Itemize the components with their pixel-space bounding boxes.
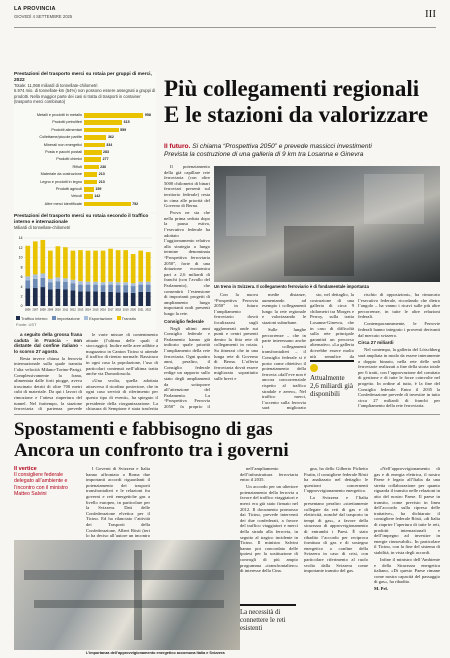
- paragraph: a seguito della grossa frana caduta in Francia - non distante dal confine italiano - lo scorso 27 agosto.: [14, 332, 82, 354]
- chart-1-subtitle: Totale: 11,068 miliardi di tonnellate-chilometri 5.974 mio. di tonnellate-km (54%) non possono essere assegnati a gruppi di prodotti. Nella maggior parte dei casi si tratta di trasporti in container (trasporto merci combinato): [14, 83, 156, 104]
- article-2-box: [14, 466, 80, 498]
- stacked-bar-segment: [63, 282, 68, 290]
- stacked-bar-segment: [146, 282, 151, 285]
- section-divider: [14, 414, 440, 415]
- bar: [84, 157, 101, 162]
- legend-swatch-interno: [16, 316, 20, 320]
- stacked-bar-segment: [108, 292, 113, 306]
- paragraph: nell’ampliamento dell’infrastruttura ferroviaria entro il 2035.: [240, 466, 298, 483]
- stacked-bar-segment: [33, 279, 38, 288]
- left-block-col-a: [14, 332, 82, 412]
- y-tick-label: 2: [20, 294, 23, 299]
- bar-value: 277: [102, 157, 109, 162]
- paragraph: «Nell’approvvigionamento di gas e di energia elettrica, il nostro Paese è legato all’Italia da una stretta collaborazione per quanto riguarda il transito nelle relazioni in atto del nostro Paese. Il paese in transito, come previsto in linea dell’accordo sulla ripresa delle trattative», ha dichiarato il consigliere federale Rösti, «di Italia di riaprire l’apertura di tutte le reti, prodotti internazionali e dell’impegno ad investire in energie rinnovabili». In particolare il Ticino, con la fine del sistema di stabilità, in vista degli accordi.: [374, 466, 440, 555]
- legend-swatch-import: [52, 316, 56, 320]
- x-tick-label: 2011: [62, 308, 69, 312]
- stacked-bar-segment: [78, 291, 83, 306]
- stacked-bar-segment: [48, 251, 53, 279]
- stacked-bar-segment: [25, 276, 30, 280]
- bar-label: Prodotti petroliferi: [52, 120, 82, 125]
- bar: [84, 143, 105, 148]
- stacked-bar-segment: [146, 292, 151, 306]
- callout-icon: [310, 364, 318, 372]
- bar-label: Legno e prodotti in legno: [40, 179, 82, 184]
- paragraph: Contemporaneamente, le Ferrovie federali hanno integrato i proventi derivanti dal mercato svizzero.: [358, 321, 440, 338]
- bar: [84, 120, 122, 125]
- y-tick-label: 10: [18, 255, 23, 260]
- x-tick-label: 2010: [54, 308, 61, 312]
- subheading: Circa 27 miliardi: [358, 340, 394, 346]
- stacked-bar-segment: [101, 251, 106, 283]
- stacked-bar-segment: [56, 289, 61, 306]
- stacked-bar-segment: [33, 241, 38, 274]
- stacked-bar-segment: [78, 281, 83, 284]
- bar-label: Prodotti chimici: [56, 157, 82, 162]
- stacked-bar-segment: [48, 282, 53, 289]
- stacked-bar-segment: [78, 250, 83, 281]
- stacked-bar-segment: [25, 289, 30, 306]
- bar-value: 752: [132, 201, 139, 206]
- article-2-headline-2: Ancora un confronto tra i governi: [14, 440, 289, 461]
- stacked-bar-segment: [40, 240, 45, 274]
- stacked-bar-segment: [116, 282, 121, 285]
- callout-text: Attualmente 2,6 miliardi già disponibili: [310, 374, 353, 398]
- article-1-kicker: Il futuro.: [164, 143, 191, 150]
- stacked-bar-segment: [108, 249, 113, 282]
- paragraph: Sulle lunghe percorrenze – che in parte interessano anche i collegamenti transfrontalieri – il Consiglio federale si è posto come obiettivo il potenziamento della ferrovia «dall’eve non è ancora concorrenziale rispetto al traffico stradale e aereo». Nel traffico merci, l’accento sulla ferrovia sarà migliorato: [262, 327, 306, 410]
- y-tick-label: 4: [20, 284, 23, 289]
- y-tick-label: 8: [20, 265, 23, 270]
- bar-value: 213: [98, 172, 105, 177]
- stacked-bar-segment: [138, 251, 143, 282]
- paragraph: Nel contempo, la galleria del Lötschberg sarà ampliata in modo da essere interamente a doppio binario, nella rete delle sedi ferroviarie realizzati a fine della storia totale per 6 tratti, con l’approvazione del comitato di gestione e di tutte le forze coinvolte nel progetto. In ordine al tutto, è la fine del Consiglio federale. Entro il 2035 la Confederazione prevede di investire in tutto circa 27 miliardi di franchi per l’ampliamento della rete ferroviaria.: [358, 347, 440, 409]
- bar-value: 559: [120, 127, 127, 132]
- bar-row: [14, 186, 164, 192]
- x-tick-label: 2021: [137, 308, 144, 312]
- stacked-bar-segment: [25, 246, 30, 277]
- article-1-headline-1: Più collegamenti regionali: [164, 76, 420, 101]
- x-tick-label: 2009: [47, 308, 54, 312]
- stacked-bar-segment: [123, 285, 128, 292]
- y-tick-label: 14: [18, 236, 23, 241]
- legend-swatch-transito: [117, 316, 121, 320]
- paragraph: rischio di opposizioni», ha rimarcato l’esecutivo federale, ricordando che dietro l’angolo – ha vanno i ricavi sulle più altre percorrenze, in tutte le altre relazioni federali.: [358, 292, 440, 320]
- bar-label: Materiale da costruzione: [40, 172, 82, 177]
- article-1-col-4: [310, 292, 354, 358]
- bar-row: [14, 171, 164, 177]
- article-2-col-3: [304, 466, 368, 650]
- stacked-bar-segment: [86, 282, 91, 285]
- bar: [84, 180, 97, 185]
- paragraph: «Una svolta, quella adottata attraverso il riordino posteriore, che in ogni caso servirà di riferimento per questo tipo di eventi», ha spiegato il presidente della riorganizzazione. La chiusura di Sempione è stata trasferita: [86, 378, 158, 412]
- newspaper-name: LA PROVINCIA: [14, 6, 56, 12]
- x-tick-label: 2006: [24, 308, 31, 312]
- bar-label: Prodotti agricoli: [55, 187, 82, 191]
- bar-value: 236: [100, 164, 107, 169]
- box-title: Il vertice: [14, 466, 37, 472]
- stacked-bar-segment: [146, 285, 151, 292]
- stacked-bar-segment: [123, 250, 128, 282]
- stacked-bar-segment: [40, 273, 45, 277]
- photo-2-caption: L’importanza dell’approvvigionamento energetico accomuna Italia e Svizzera: [86, 651, 225, 655]
- stacked-bar-segment: [123, 282, 128, 285]
- bar-row: [14, 201, 164, 207]
- chart-2-source: Fonte: UST: [16, 322, 37, 327]
- x-tick-label: 2013: [77, 308, 84, 312]
- bar-row: [14, 142, 164, 148]
- article-1-col-5: [358, 292, 440, 410]
- stacked-bar-segment: [146, 252, 151, 282]
- stacked-bar-segment: [48, 289, 53, 306]
- issue-date: GIOVEDÌ 4 SETTEMBRE 2025: [14, 14, 73, 19]
- chart-2-subtitle: Miliardi di tonnellate-chilometri: [14, 225, 71, 231]
- article-1-col-3: [262, 292, 306, 410]
- photo-seat: [284, 226, 354, 276]
- bar-row: [14, 112, 164, 118]
- article-2-callout: [240, 604, 296, 633]
- bar: [84, 194, 93, 199]
- deck-text-1: Si chiama “Prospettiva 2050” e prevede massicci investimenti: [192, 143, 372, 150]
- chart-1-title: Prestazioni del trasporto merci su rotaia per gruppi di merci, 2022: [14, 72, 152, 83]
- x-tick-label: 2012: [70, 308, 76, 312]
- stacked-bar-segment: [71, 283, 76, 290]
- stacked-bar-segment: [33, 288, 38, 306]
- stacked-bar-segment: [138, 292, 143, 306]
- paragraph: La Svizzera e l’Italia presentano peraltro «strettamente collegate da reti di gas e di elettricità, nonché dal trasporto in tempi di gas», a favore della sicurezza di approvvigionamento di entrambi i Paesi. È stato ribadito l’accordo per reciproca fornitura di gas e di sostegno energetico a confine della Svizzera in caso di crisi, con particolare riferimento al ruolo svolto dalla Svizzera come importante transito del gas.: [304, 495, 368, 574]
- x-tick-label: 2017: [107, 308, 114, 312]
- stacked-bar-segment: [93, 282, 98, 285]
- bar-row: [14, 127, 164, 133]
- paragraph: Infine il ministro dell’Ambiente e della Sicurezza energetica italiano, «Di questo Paese rimane come nostra capacità del passaggio di gas», ha ribadito.: [374, 557, 440, 585]
- stacked-bar-segment: [123, 292, 128, 306]
- bar-row: [14, 164, 164, 170]
- paragraph: Con la nuova “Prospettiva Ferrovia 2050” in futuro l’ampliamento ferroviario dovrà focalizzarsi sugli agglomerati onde sui punti e centri presenti dentro la fitta rete di collegamenti in rotaia. Su itinerari che in una lunga rete di Governo di Berna. L’offerta ferroviaria dovrà essere migliorata soprattutto sulle brevi e: [214, 292, 258, 381]
- bar-row: [14, 193, 164, 199]
- y-tick-label: 6: [20, 275, 23, 280]
- legend-export: Esportazione: [89, 316, 113, 321]
- box-text: Il consigliere federale delegato all’ambiente e l’incontro con il ministro Matteo Salvini: [14, 472, 68, 498]
- stacked-bar-segment: [71, 290, 76, 306]
- x-tick-label: 2007: [32, 308, 39, 312]
- bar-value: 159: [95, 187, 102, 191]
- stacked-bar-segment: [86, 251, 91, 282]
- article-2-col-4: [374, 466, 440, 650]
- chart-1-bars: [14, 112, 156, 212]
- bar-row: [14, 179, 164, 185]
- stacked-bar-segment: [116, 250, 121, 282]
- stacked-bar-segment: [116, 285, 121, 292]
- stacked-bar-segment: [56, 277, 61, 281]
- stacked-bar-segment: [40, 278, 45, 287]
- bar-value: 958: [144, 113, 151, 117]
- paragraph: I Governi di Svizzera e Italia hanno affrontato a Roma due importanti accordi riguardanti il potenziamento dei trasporti transfrontalieri e le relazioni fra governi e reti energetiche gas a livello europeo, in particolare per la Svizzera. Dati delle Confederazione elvetica per il Ticino. Ed ha rilanciato l’attività dei Trasporti della Confederazione, Albert Rösti (ieri lo ha deciso all’autore un incontro: [86, 466, 150, 539]
- stacked-bar-segment: [25, 280, 30, 288]
- bar-label: Posta e pacchi postali: [45, 150, 82, 154]
- stacked-bar-segment: [131, 286, 136, 293]
- left-block-col-b: [86, 332, 158, 412]
- page-number: III: [425, 8, 436, 20]
- legend-swatch-export: [84, 316, 88, 320]
- callout-box: [310, 360, 354, 408]
- stacked-bar-segment: [56, 246, 61, 277]
- legend-import: Importazione: [56, 316, 80, 321]
- stacked-bar-segment: [93, 251, 98, 282]
- deck-line-2: Prevista la costruzione di una galleria di 9 km tra Losanna e Ginevra: [164, 151, 364, 158]
- article-1-col-1: [164, 164, 210, 410]
- chart-domestic-international: [14, 214, 156, 330]
- bar-label: Altre merci identificate: [44, 201, 82, 206]
- bar-label: Prodotti alimentari: [51, 127, 82, 132]
- stacked-bar-segment: [138, 282, 143, 285]
- train-interior-photo: [214, 166, 440, 282]
- paragraph: gna, ha dello Gilberto Pichetto Fratin, il consigliere federale Rösti ha analizzato nel dettaglio le questioni concernenti l’approvvigionamento energetico.: [304, 466, 368, 494]
- x-tick-label: 2014: [85, 308, 91, 312]
- chart-2-title: Prestazioni del trasporto merci su rotaia secondo il traffico interno e internazionale: [14, 214, 149, 225]
- paragraph: Il potenziamento della già capillare rete ferroviaria (con oltre 5000 chilometri di binari ferroviari presenti sul territorio federale) resta in cima alle priorità del Governo di Berna.: [164, 164, 210, 209]
- stacked-bar-segment: [131, 254, 136, 283]
- stacked-bar-segment: [33, 274, 38, 278]
- paragraph: Negli ultimi anni Consiglio federale e Parlamento hanno già indicato quale priorità l’ampliamento della rete ferroviaria. Ogni quattro anni, peraltro, il Consiglio federale redige un rapporto sullo stato degli ampliamenti da sottoporre all’attenzione del Parlamento. La “Prospettiva Ferrovia 2050” fa proprio il: [164, 325, 210, 409]
- stacked-bar-segment: [101, 282, 106, 285]
- stacked-bar-segment: [56, 281, 61, 289]
- bar-value: 142: [94, 194, 101, 199]
- bar-row: [14, 149, 164, 155]
- bar-label: Veicoli: [71, 194, 82, 199]
- x-tick-label: 2016: [100, 308, 106, 312]
- chart-goods-groups: [14, 72, 156, 212]
- bar-value: 283: [103, 150, 110, 154]
- stacked-bar-segment: [71, 251, 76, 280]
- bar: [84, 187, 94, 192]
- x-tick-label: 2008: [39, 308, 46, 312]
- x-tick-label: 2015: [92, 308, 99, 312]
- x-tick-label: 2020: [130, 308, 137, 312]
- article-1-deck: [164, 143, 444, 159]
- x-tick-label: 2022: [145, 308, 152, 312]
- stacked-bar-segment: [108, 285, 113, 292]
- photo-pipe: [24, 570, 224, 580]
- stacked-bar-segment: [131, 293, 136, 306]
- stacked-bar-segment: [78, 285, 83, 292]
- bar-value: 213: [98, 179, 105, 184]
- bar: [84, 113, 143, 118]
- stacked-bar-segment: [108, 282, 113, 285]
- bar-label: Metalli e prodotti in metallo: [36, 113, 82, 117]
- masthead: [14, 6, 436, 28]
- chart-2-plot: [14, 232, 156, 316]
- stacked-bar-segment: [71, 280, 76, 283]
- bar-label: Rifiuti: [72, 164, 82, 169]
- gas-pipes-photo: [14, 540, 240, 650]
- stacked-bar-segment: [86, 291, 91, 306]
- signature: M. Pel.: [374, 586, 388, 592]
- y-tick-label: 0: [20, 304, 23, 309]
- bar: [84, 165, 99, 170]
- y-tick-label: 12: [18, 245, 23, 250]
- bar-label: Minerali non energetici: [43, 142, 82, 147]
- bar: [84, 202, 131, 207]
- stacked-bar-segment: [138, 285, 143, 292]
- bar-value: 362: [107, 135, 114, 140]
- article-2-col-2: [240, 466, 298, 606]
- paragraph: Resta invece chiusa la ferrovia internazionale sulla quale transita l’alta velocità Milano-Torino-Parigi. Complessivamente la frana, alimentata dalle forti piogge, aveva trascinato detriti di oltre 700 metri cubi di materiale. Da qui i lavori di rimozione e l’attesa riapertura del tunnel. Nel frattempo, la stazione ferroviaria di partenza prevede: [14, 355, 82, 412]
- stacked-bar-segment: [93, 291, 98, 306]
- x-tick-label: 2019: [122, 308, 129, 312]
- subheading: Consiglio federale: [164, 318, 204, 324]
- stacked-bar-segment: [63, 278, 68, 281]
- stacked-bar-segment: [101, 292, 106, 306]
- bar-row: [14, 156, 164, 162]
- photo-window: [226, 176, 266, 236]
- deck-line-1: [164, 143, 444, 151]
- stacked-bar-segment: [116, 292, 121, 306]
- photo-window: [364, 174, 424, 224]
- stacked-bar-segment: [93, 285, 98, 292]
- stacked-bar-segment: [63, 247, 68, 278]
- article-2-headline-1: Spostamenti e fabbisogno di gas: [14, 419, 273, 440]
- bar-value: 334: [106, 142, 113, 147]
- photo-pipe: [34, 600, 224, 608]
- legend-transito: Transito: [121, 316, 136, 321]
- bar: [84, 172, 97, 177]
- bar-row: [14, 134, 164, 140]
- stacked-bar-segment: [40, 287, 45, 306]
- photo-pipe: [134, 550, 142, 640]
- x-tick-label: 2018: [115, 308, 122, 312]
- bar: [84, 128, 119, 133]
- photo-1-caption: Un treno in Svizzera. Il collegamento ferroviario è di fondamentale importanza: [214, 284, 369, 289]
- stacked-bar-segment: [63, 289, 68, 306]
- stacked-bar-segment: [101, 285, 106, 292]
- article-1-col-2b: [214, 292, 258, 410]
- chart-2-legend: [16, 316, 156, 321]
- callout-2-text: La necessità di connettere le reti esistenti: [240, 609, 286, 632]
- paragraph: Prova ne sia che nella prima seduta dopo la pausa estiva, l’esecutivo federale ha adottato l’aggiornamento relativo alla strategia a lungo termine denominata “Prospettiva ferroviaria 2050”, forte di una dotazione economica pari a 2,6 miliardi di franchi (con l’avallo del Parlamento), che consentirà l’estensione di importanti progetti di ampliamento lungo importanti nodi presenti lungo la rete.: [164, 210, 210, 316]
- paragraph: medie distanze, aumentando ad esempio i collegamenti lungo la rete regionale e valorizzando le stazioni suburbane.: [262, 292, 306, 325]
- bar-row: [14, 119, 164, 125]
- bar-label: Collettame/piccole partite: [39, 135, 82, 140]
- stacked-bar-segment: [48, 279, 53, 282]
- article-1-headline-2: E le stazioni da valorizzare: [164, 102, 429, 127]
- paragraph: Un accordo per un ulteriore potenziamento della ferrovia a favore del traffico viaggiatori e merci era già stato firmato nel 2012. Il documento promosso dai Ticino, prevede interventi dei due confederati, a favore del traffico viaggiatori e merci della strada alla ferrovia, in seguito al tragico incidente in Ticino. Il ministro Salvini hanno poi concordato delle ipotesi per la sostituzione di convogli di più ampio programma «transfrontaliero» di interesse della Cina.: [240, 484, 298, 574]
- bar-value: 615: [123, 120, 130, 125]
- legend-interno: Traffico interno: [21, 316, 48, 321]
- stacked-bar-segment: [86, 285, 91, 292]
- stacked-bar-segment: [131, 283, 136, 286]
- bar: [84, 150, 102, 155]
- paragraph: le varie misure di contenimento attuate (l’ultima delle quali il stoccaggio). Inoltre nelle aree adibite a magazzino in Canton Ticino si attende il traffico di rientro normale. Rassicura in ogni caso la popolazione, l’uso di particolari contenuti nell’ultima tratta anche via Domodossola.: [86, 332, 158, 377]
- paragraph: sto, nel dettaglio, la costruzione di una galleria di circa 9 chilometri tra Morges e Perroy, sulla tratta Losanna-Ginevra, che in caso di difficoltà sulla rete principale garantirà un percorso alternativo. «La galleria dovrebbe essere molto più semplice da: [310, 292, 354, 358]
- bar: [84, 135, 106, 140]
